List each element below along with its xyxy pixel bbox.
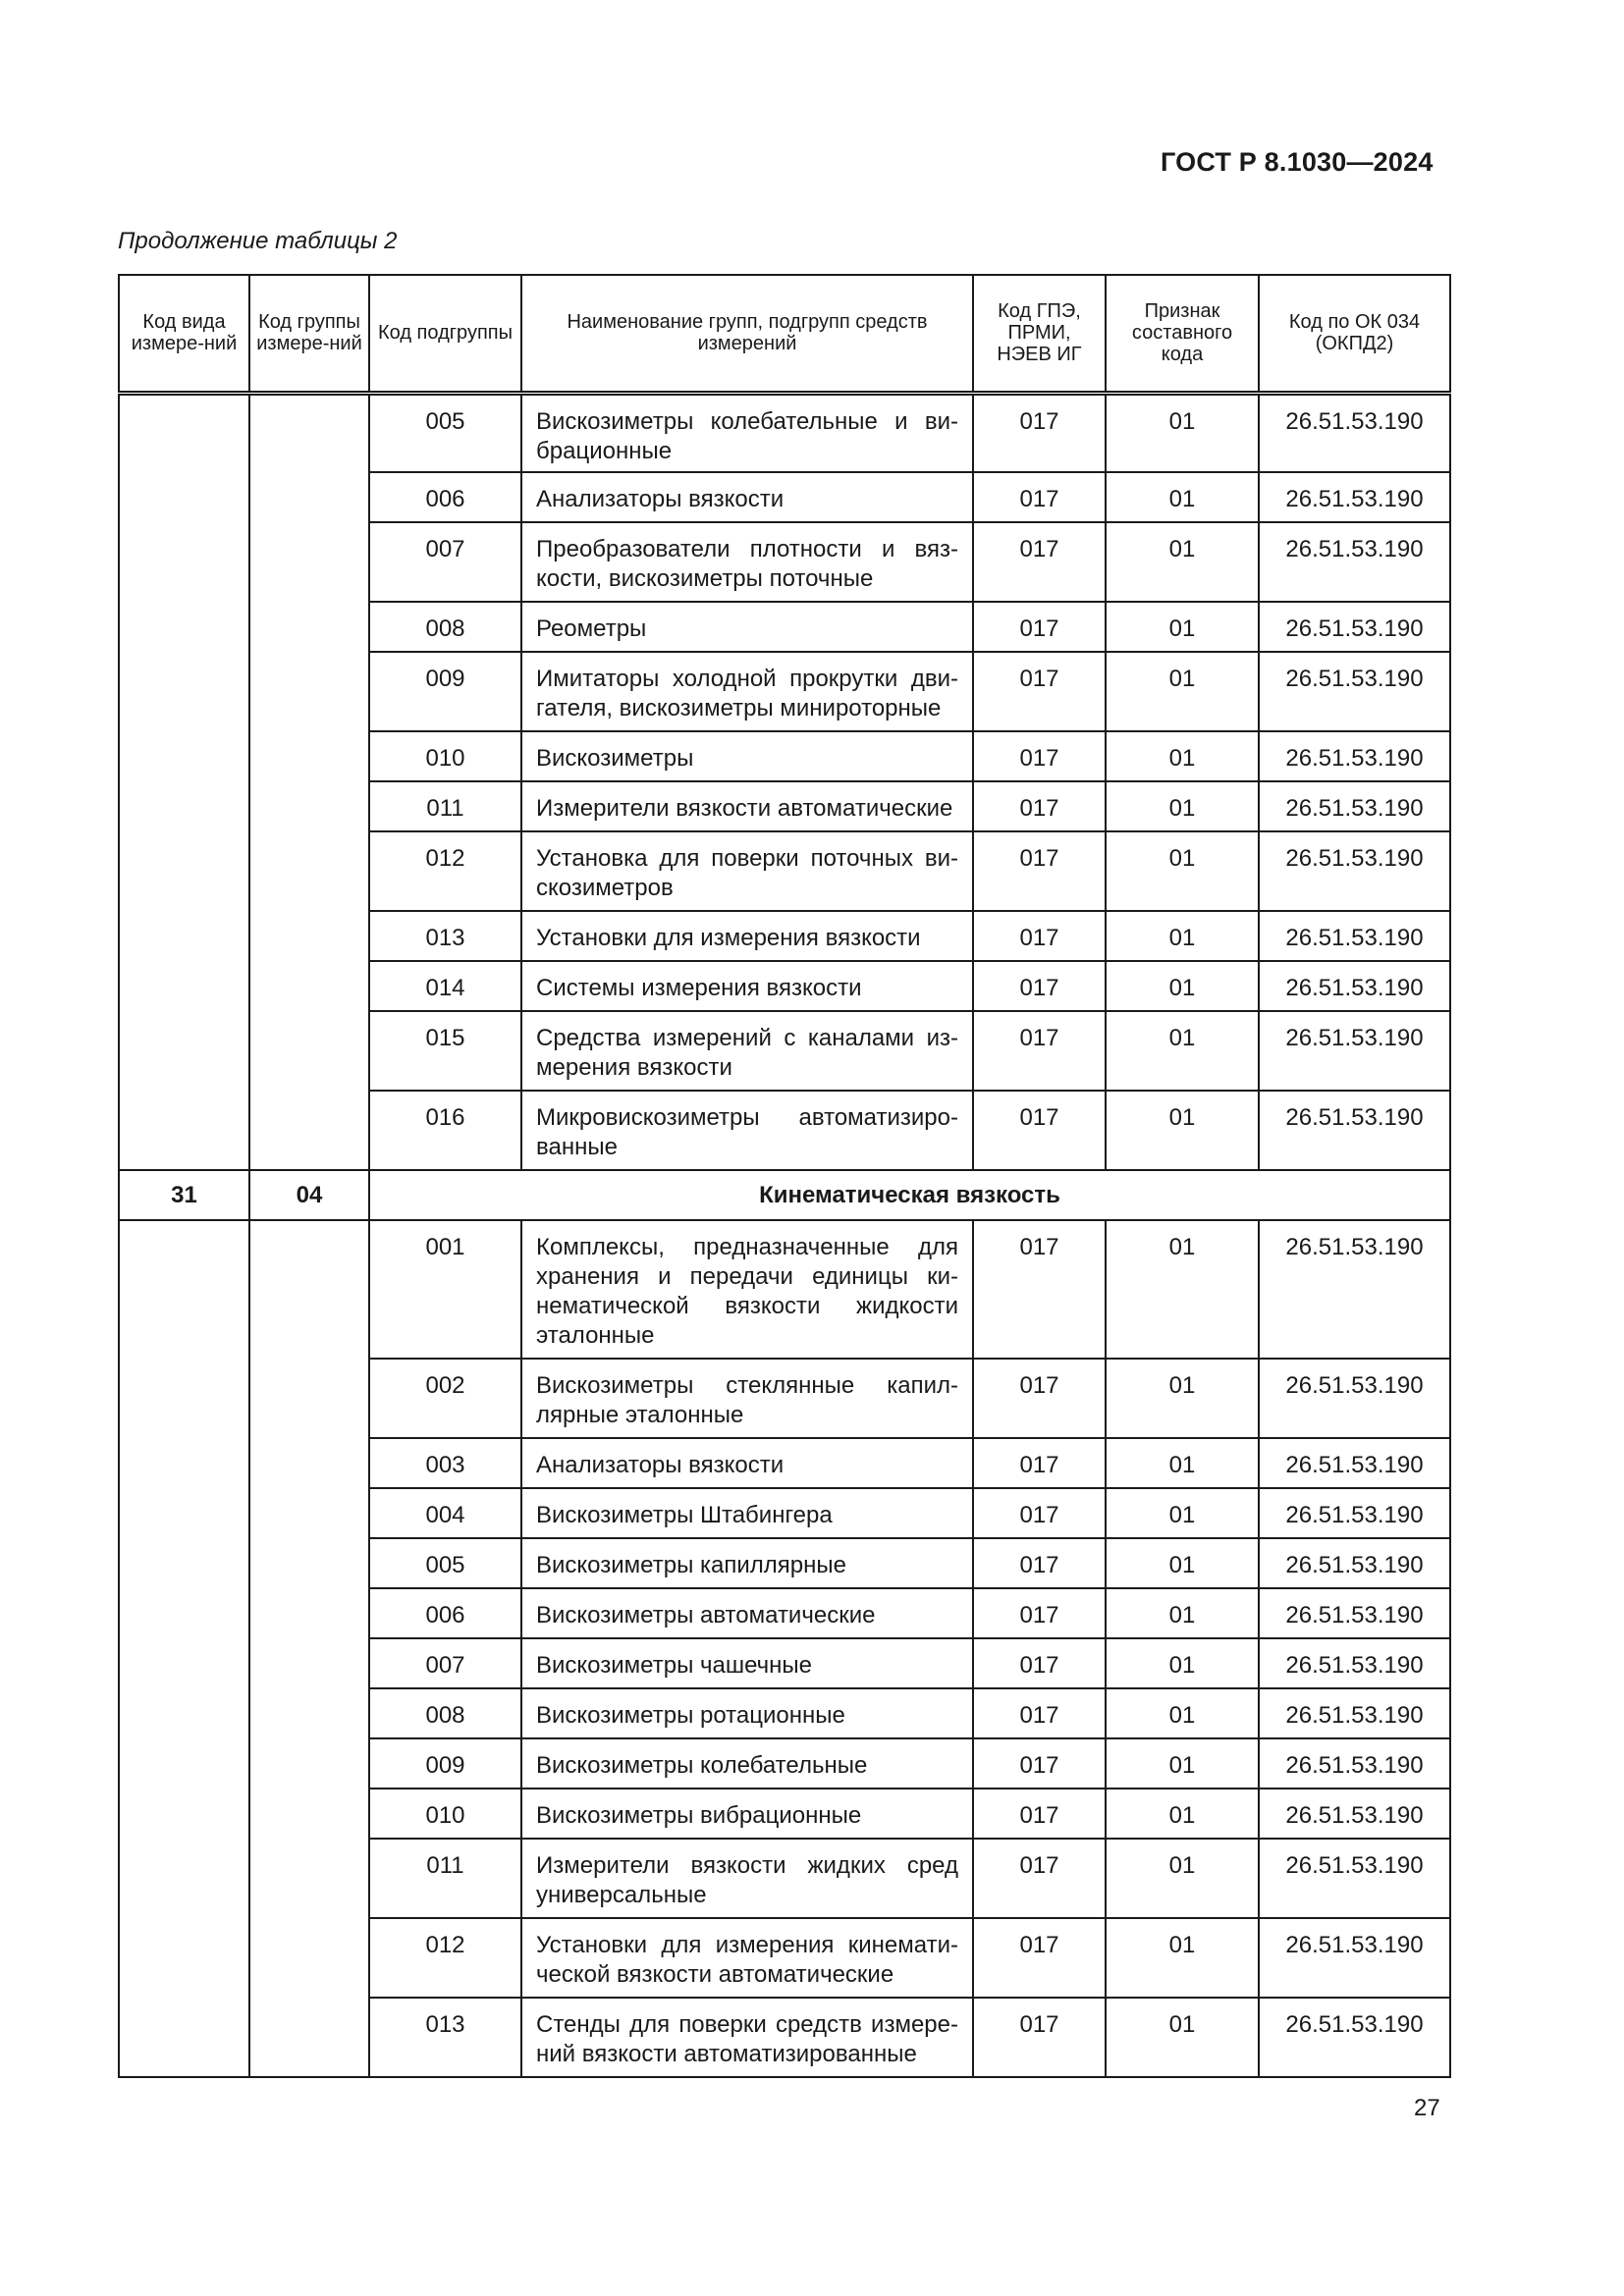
instrument-name-cell: Установка для поверки поточных ви-скозиметров <box>521 831 973 911</box>
okpd2-code-cell: 26.51.53.190 <box>1259 1538 1450 1588</box>
instrument-name-cell: Установки для измерения вязкости <box>521 911 973 961</box>
composite-sign-cell: 01 <box>1106 602 1259 652</box>
instrument-name-cell: Вискозиметры Штабингера <box>521 1488 973 1538</box>
column-header-composite-sign: Признак составного кода <box>1106 275 1259 393</box>
okpd2-code-cell: 26.51.53.190 <box>1259 1588 1450 1638</box>
empty-group-cell <box>249 1220 369 2077</box>
empty-kind-cell <box>119 393 249 1170</box>
composite-sign-cell: 01 <box>1106 1359 1259 1438</box>
subgroup-code-cell: 010 <box>369 1789 521 1839</box>
gpe-code-cell: 017 <box>973 1688 1106 1738</box>
okpd2-code-cell: 26.51.53.190 <box>1259 1918 1450 1998</box>
column-header-gpe-code: Код ГПЭ, ПРМИ, НЭЕВ ИГ <box>973 275 1106 393</box>
okpd2-code-cell: 26.51.53.190 <box>1259 393 1450 472</box>
gpe-code-cell: 017 <box>973 1488 1106 1538</box>
empty-kind-cell <box>119 1220 249 2077</box>
empty-group-cell <box>249 393 369 1170</box>
section-row <box>119 1170 1450 1220</box>
gpe-code-cell: 017 <box>973 831 1106 911</box>
okpd2-code-cell: 26.51.53.190 <box>1259 472 1450 522</box>
subgroup-code-cell: 012 <box>369 1918 521 1998</box>
composite-sign-cell: 01 <box>1106 1918 1259 1998</box>
subgroup-code-cell: 005 <box>369 1538 521 1588</box>
composite-sign-cell: 01 <box>1106 1091 1259 1170</box>
okpd2-code-cell: 26.51.53.190 <box>1259 522 1450 602</box>
header-row <box>119 275 1450 393</box>
instrument-name-cell: Средства измерений с каналами из-мерения вязкости <box>521 1011 973 1091</box>
okpd2-code-cell: 26.51.53.190 <box>1259 1688 1450 1738</box>
composite-sign-cell: 01 <box>1106 1998 1259 2077</box>
instrument-name-cell: Вискозиметры автоматические <box>521 1588 973 1638</box>
instrument-name-cell: Вискозиметры стеклянные капил-лярные эталонные <box>521 1359 973 1438</box>
instrument-name-cell: Имитаторы холодной прокрутки дви-гателя, вискозиметры минироторные <box>521 652 973 731</box>
gpe-code-cell: 017 <box>973 393 1106 472</box>
table-body <box>119 393 1450 2077</box>
gpe-code-cell: 017 <box>973 1998 1106 2077</box>
subgroup-code-cell: 008 <box>369 602 521 652</box>
gpe-code-cell: 017 <box>973 911 1106 961</box>
instrument-name-cell: Микровискозиметры автоматизиро-ванные <box>521 1091 973 1170</box>
column-header-name: Наименование групп, подгрупп средств измерений <box>521 275 973 393</box>
okpd2-code-cell: 26.51.53.190 <box>1259 911 1450 961</box>
instrument-name-cell: Стенды для поверки средств измере-ний вязкости автоматизированные <box>521 1998 973 2077</box>
composite-sign-cell: 01 <box>1106 1438 1259 1488</box>
subgroup-code-cell: 001 <box>369 1220 521 1359</box>
subgroup-code-cell: 014 <box>369 961 521 1011</box>
instrument-name-cell: Вискозиметры вибрационные <box>521 1789 973 1839</box>
composite-sign-cell: 01 <box>1106 781 1259 831</box>
okpd2-code-cell: 26.51.53.190 <box>1259 1738 1450 1789</box>
instrument-name-cell: Преобразователи плотности и вяз-кости, вискозиметры поточные <box>521 522 973 602</box>
okpd2-code-cell: 26.51.53.190 <box>1259 961 1450 1011</box>
okpd2-code-cell: 26.51.53.190 <box>1259 1789 1450 1839</box>
section-kind-code: 31 <box>119 1170 249 1220</box>
composite-sign-cell: 01 <box>1106 961 1259 1011</box>
gpe-code-cell: 017 <box>973 1918 1106 1998</box>
document-number: ГОСТ Р 8.1030—2024 <box>1161 147 1434 177</box>
gpe-code-cell: 017 <box>973 1638 1106 1688</box>
instrument-name-cell: Комплексы, предназначенные для хранения и передачи единицы ки-нематической вязкости жидкости эталонные <box>521 1220 973 1359</box>
instrument-name-cell: Измерители вязкости жидких сред универсальные <box>521 1839 973 1918</box>
subgroup-code-cell: 003 <box>369 1438 521 1488</box>
gpe-code-cell: 017 <box>973 652 1106 731</box>
section-title: Кинематическая вязкость <box>369 1170 1450 1220</box>
composite-sign-cell: 01 <box>1106 731 1259 781</box>
composite-sign-cell: 01 <box>1106 472 1259 522</box>
okpd2-code-cell: 26.51.53.190 <box>1259 1839 1450 1918</box>
subgroup-code-cell: 008 <box>369 1688 521 1738</box>
gpe-code-cell: 017 <box>973 781 1106 831</box>
gpe-code-cell: 017 <box>973 1789 1106 1839</box>
instrument-name-cell: Вискозиметры колебательные и ви-брационные <box>521 393 973 472</box>
gpe-code-cell: 017 <box>973 472 1106 522</box>
column-header-kind-code: Код вида измере-ний <box>119 275 249 393</box>
okpd2-code-cell: 26.51.53.190 <box>1259 602 1450 652</box>
table-caption: Продолжение таблицы 2 <box>118 228 398 254</box>
composite-sign-cell: 01 <box>1106 652 1259 731</box>
subgroup-code-cell: 006 <box>369 1588 521 1638</box>
okpd2-code-cell: 26.51.53.190 <box>1259 831 1450 911</box>
okpd2-code-cell: 26.51.53.190 <box>1259 1220 1450 1359</box>
subgroup-code-cell: 015 <box>369 1011 521 1091</box>
composite-sign-cell: 01 <box>1106 1011 1259 1091</box>
subgroup-code-cell: 011 <box>369 781 521 831</box>
subgroup-code-cell: 010 <box>369 731 521 781</box>
instrument-name-cell: Вискозиметры <box>521 731 973 781</box>
composite-sign-cell: 01 <box>1106 831 1259 911</box>
page-number: 27 <box>1414 2095 1440 2121</box>
subgroup-code-cell: 007 <box>369 522 521 602</box>
subgroup-code-cell: 013 <box>369 911 521 961</box>
instrument-name-cell: Вискозиметры ротационные <box>521 1688 973 1738</box>
composite-sign-cell: 01 <box>1106 1638 1259 1688</box>
gpe-code-cell: 017 <box>973 1011 1106 1091</box>
gpe-code-cell: 017 <box>973 961 1106 1011</box>
table-row <box>119 393 1450 472</box>
table-row <box>119 1220 1450 1359</box>
composite-sign-cell: 01 <box>1106 1538 1259 1588</box>
composite-sign-cell: 01 <box>1106 1588 1259 1638</box>
subgroup-code-cell: 011 <box>369 1839 521 1918</box>
instrument-name-cell: Вискозиметры колебательные <box>521 1738 973 1789</box>
okpd2-code-cell: 26.51.53.190 <box>1259 1638 1450 1688</box>
subgroup-code-cell: 002 <box>369 1359 521 1438</box>
subgroup-code-cell: 013 <box>369 1998 521 2077</box>
column-header-okpd2-code: Код по ОК 034 (ОКПД2) <box>1259 275 1450 393</box>
composite-sign-cell: 01 <box>1106 1220 1259 1359</box>
instrument-name-cell: Реометры <box>521 602 973 652</box>
subgroup-code-cell: 004 <box>369 1488 521 1538</box>
okpd2-code-cell: 26.51.53.190 <box>1259 1488 1450 1538</box>
instrument-name-cell: Вискозиметры чашечные <box>521 1638 973 1688</box>
okpd2-code-cell: 26.51.53.190 <box>1259 1011 1450 1091</box>
subgroup-code-cell: 005 <box>369 393 521 472</box>
composite-sign-cell: 01 <box>1106 1488 1259 1538</box>
column-header-group-code: Код группы измере-ний <box>249 275 369 393</box>
okpd2-code-cell: 26.51.53.190 <box>1259 652 1450 731</box>
gpe-code-cell: 017 <box>973 522 1106 602</box>
composite-sign-cell: 01 <box>1106 1688 1259 1738</box>
classification-table <box>118 274 1451 2078</box>
instrument-name-cell: Системы измерения вязкости <box>521 961 973 1011</box>
gpe-code-cell: 017 <box>973 1538 1106 1588</box>
composite-sign-cell: 01 <box>1106 1789 1259 1839</box>
section-group-code: 04 <box>249 1170 369 1220</box>
subgroup-code-cell: 009 <box>369 1738 521 1789</box>
composite-sign-cell: 01 <box>1106 911 1259 961</box>
gpe-code-cell: 017 <box>973 1438 1106 1488</box>
instrument-name-cell: Анализаторы вязкости <box>521 1438 973 1488</box>
gpe-code-cell: 017 <box>973 1220 1106 1359</box>
gpe-code-cell: 017 <box>973 1738 1106 1789</box>
composite-sign-cell: 01 <box>1106 1738 1259 1789</box>
gpe-code-cell: 017 <box>973 1359 1106 1438</box>
instrument-name-cell: Вискозиметры капиллярные <box>521 1538 973 1588</box>
composite-sign-cell: 01 <box>1106 522 1259 602</box>
okpd2-code-cell: 26.51.53.190 <box>1259 1998 1450 2077</box>
okpd2-code-cell: 26.51.53.190 <box>1259 1438 1450 1488</box>
gpe-code-cell: 017 <box>973 1091 1106 1170</box>
subgroup-code-cell: 016 <box>369 1091 521 1170</box>
okpd2-code-cell: 26.51.53.190 <box>1259 731 1450 781</box>
gpe-code-cell: 017 <box>973 731 1106 781</box>
subgroup-code-cell: 012 <box>369 831 521 911</box>
okpd2-code-cell: 26.51.53.190 <box>1259 781 1450 831</box>
column-header-subgroup-code: Код подгруппы <box>369 275 521 393</box>
composite-sign-cell: 01 <box>1106 1839 1259 1918</box>
instrument-name-cell: Анализаторы вязкости <box>521 472 973 522</box>
composite-sign-cell: 01 <box>1106 393 1259 472</box>
subgroup-code-cell: 006 <box>369 472 521 522</box>
instrument-name-cell: Измерители вязкости автоматические <box>521 781 973 831</box>
gpe-code-cell: 017 <box>973 1839 1106 1918</box>
okpd2-code-cell: 26.51.53.190 <box>1259 1091 1450 1170</box>
instrument-name-cell: Установки для измерения кинемати-ческой вязкости автоматические <box>521 1918 973 1998</box>
gpe-code-cell: 017 <box>973 602 1106 652</box>
gpe-code-cell: 017 <box>973 1588 1106 1638</box>
subgroup-code-cell: 007 <box>369 1638 521 1688</box>
okpd2-code-cell: 26.51.53.190 <box>1259 1359 1450 1438</box>
subgroup-code-cell: 009 <box>369 652 521 731</box>
